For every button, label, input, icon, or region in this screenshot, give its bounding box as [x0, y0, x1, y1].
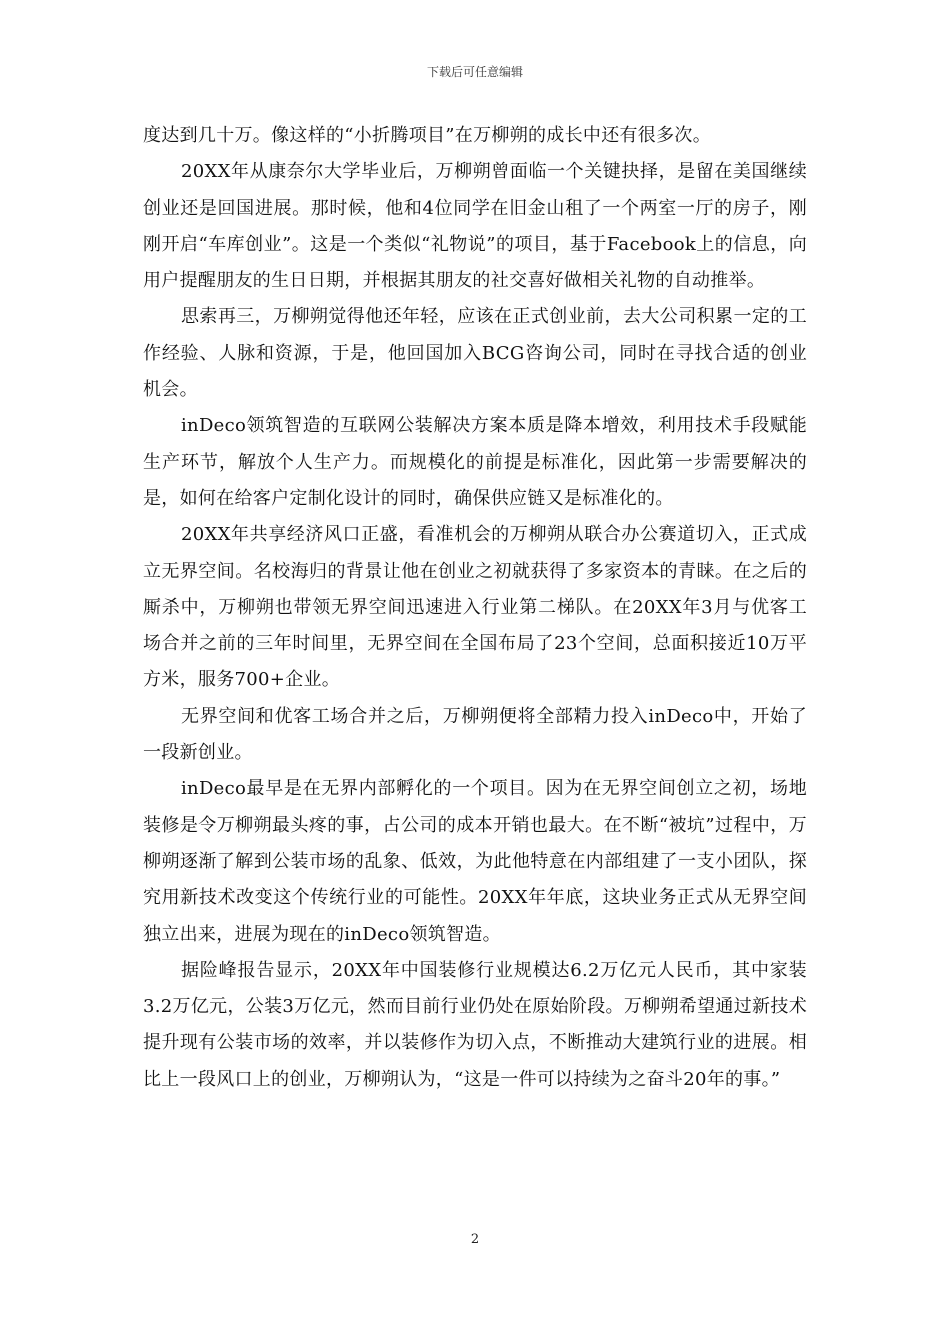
paragraph: 20XX年从康奈尔大学毕业后，万柳朔曾面临一个关键抉择，是留在美国继续创业还是回国进展。那时候，他和4位同学在旧金山租了一个两室一厅的房子，刚刚开启“车库创业”。这是一个类似“礼物说”的项目，基于Facebook上的信息，向用户提醒朋友的生日日期，并根据其朋友的社交喜好做相关礼物的自动推举。: [143, 161, 807, 292]
paragraph: 思索再三，万柳朔觉得他还年轻，应该在正式创业前，去大公司积累一定的工作经验、人脉和资源，于是，他回国加入BCG咨询公司，同时在寻找合适的创业机会。: [143, 306, 807, 401]
paragraph-continued: 度达到几十万。像这样的“小折腾项目”在万柳朔的成长中还有很多次。: [143, 125, 712, 146]
page-header: 下载后可任意编辑: [426, 65, 523, 79]
paragraph: 无界空间和优客工场合并之后，万柳朔便将全部精力投入inDeco中，开始了一段新创业。: [143, 705, 807, 764]
document-body: [143, 118, 807, 1098]
paragraph: 20XX年共享经济风口正盛，看准机会的万柳朔从联合办公赛道切入，正式成立无界空间。名校海归的背景让他在创业之初就获得了多家资本的青睐。在之后的厮杀中，万柳朔也带领无界空间迅速进入行业第二梯队。在20XX年3月与优客工场合并之前的三年时间里，无界空间在全国布局了23个空间，总面积接近10万平方米，服务700+企业。: [143, 524, 807, 691]
paragraph: 据险峰报告显示，20XX年中国装修行业规模达6.2万亿元人民币，其中家装3.2万亿元，公装3万亿元，然而目前行业仍处在原始阶段。万柳朔希望通过新技术提升现有公装市场的效率，并以装修作为切入点，不断推动大建筑行业的进展。相比上一段风口上的创业，万柳朔认为，“这是一件可以持续为之奋斗20年的事。”: [143, 959, 807, 1090]
paragraph: inDeco最早是在无界内部孵化的一个项目。因为在无界空间创立之初，场地装修是令万柳朔最头疼的事，占公司的成本开销也最大。在不断“被坑”过程中，万柳朔逐渐了解到公装市场的乱象、低效，为此他特意在内部组建了一支小团队，探究用新技术改变这个传统行业的可能性。20XX年年底，这块业务正式从无界空间独立出来，进展为现在的inDeco领筑智造。: [143, 778, 807, 945]
paragraph: inDeco领筑智造的互联网公装解决方案本质是降本增效，利用技术手段赋能生产环节，解放个人生产力。而规模化的前提是标准化，因此第一步需要解决的是，如何在给客户定制化设计的同时，确保供应链又是标准化的。: [143, 415, 807, 509]
page-number: 2: [470, 1232, 480, 1247]
